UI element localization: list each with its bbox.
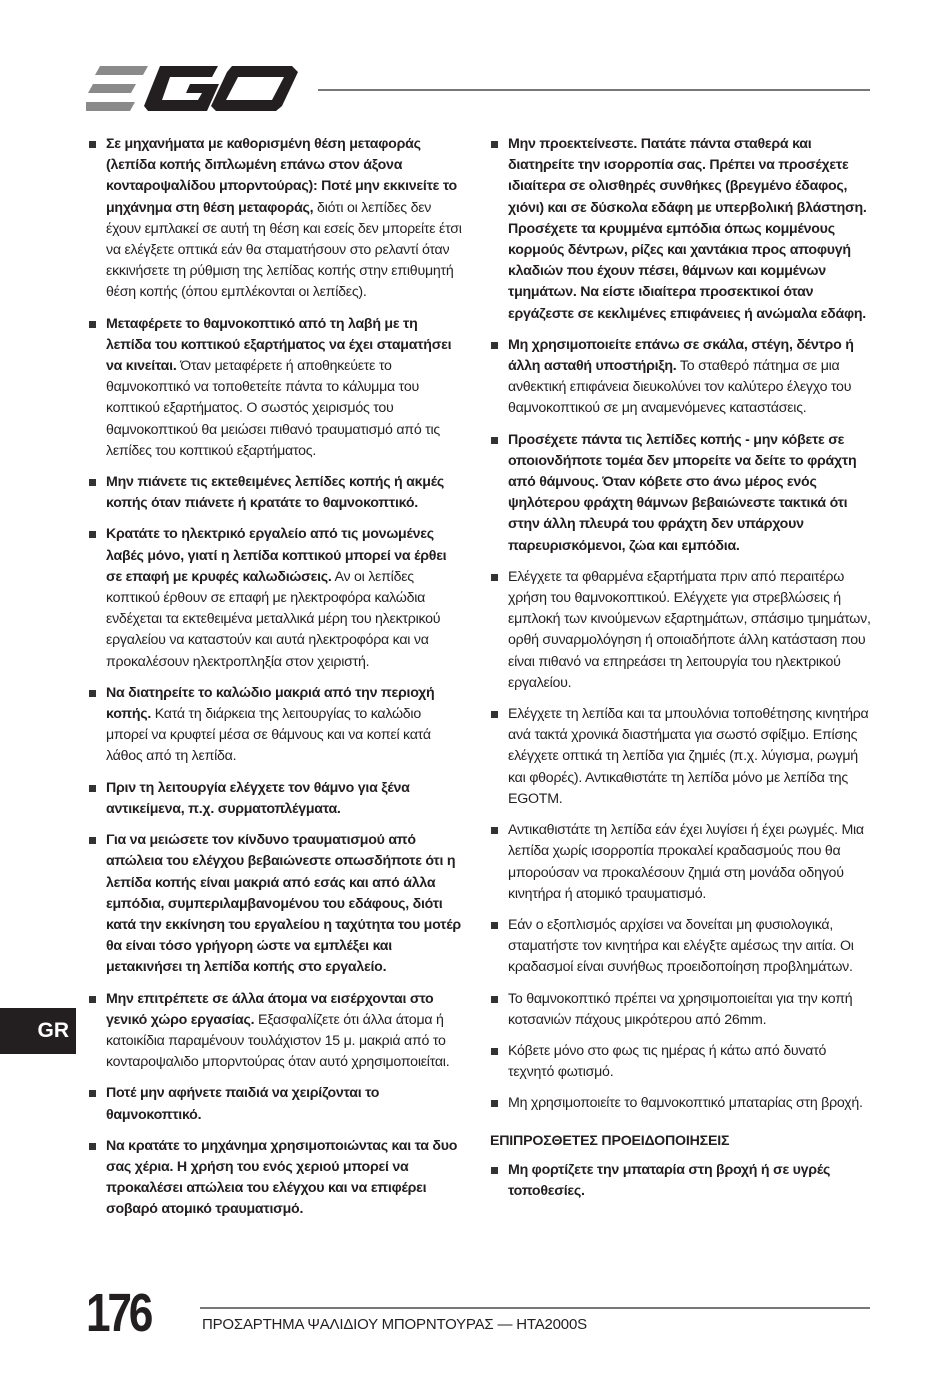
warning-item: Προσέχετε πάντα τις λεπίδες κοπής - μην κόβετε σε οποιονδήποτε τομέα δεν μπορείτε να δείτε το φράχτη από θάμνους. Όταν κόβετε στο άνω μέρος ενός ψηλότερου φράχτη θάμνων βεβαιώνεστε τακτικά ότι στην άλλη πλευρά του φράχτη δεν υπάρχουν παρευρισκόμενοι, ζώα και εμπόδια. [490,430,872,557]
warning-item: Μη χρησιμοποιείτε το θαμνοκοπτικό μπαταρίας στη βροχή. [490,1093,872,1114]
warning-item: Μην επιτρέπετε σε άλλα άτομα να εισέρχονται στο γενικό χώρο εργασίας. Εξασφαλίζετε ότι άλλα άτομα ή κατοικίδια παραμένουν τουλάχιστον 15 μ. μακριά από το κονταροψαλιδο μπορντούρας όταν αυτό χρησιμοποιείται. [88,989,464,1074]
left-column [88,134,464,1231]
right-column [490,134,872,1212]
warning-item: Αντικαθιστάτε τη λεπίδα εάν έχει λυγίσει ή έχει ρωγμές. Μια λεπίδα χωρίς ισορροπία προκαλεί κραδασμούς που θα μπορούσαν να προκαλέσουν ζημιά στη μονάδα οδηγού κινητήρα ή ατομικό τραυματισμό. [490,820,872,905]
warning-item: Πριν τη λειτουργία ελέγχετε τον θάμνο για ξένα αντικείμενα, π.χ. συρματοπλέγματα. [88,778,464,820]
warning-item: Ποτέ μην αφήνετε παιδιά να χειρίζονται το θαμνοκοπτικό. [88,1083,464,1125]
ego-logo [86,66,298,112]
warning-item: Κρατάτε το ηλεκτρικό εργαλείο από τις μονωμένες λαβές μόνο, γιατί η λεπίδα κοπτικού μπορεί να έρθει σε επαφή με κρυφές καλωδιώσεις. Αν οι λεπίδες κοπτικού έρθουν σε επαφή με ηλεκτροφόρα καλώδια ενδέχεται τα εκτεθειμένα μεταλλικά μέρη του ηλεκτρικού εργαλείου να καταστούν και αυτά ηλεκτροφόρα και να προκαλέσουν ηλεκτροπληξία στον χειριστή. [88,524,464,672]
language-tab: GR [0,1008,76,1054]
warning-item: Μεταφέρετε το θαμνοκοπτικό από τη λαβή με τη λεπίδα του κοπτικού εξαρτήματος να έχει σταματήσει να κινείται. Όταν μεταφέρετε ή αποθηκεύετε το θαμνοκοπτικό να τοποθετείτε πάντα το κάλυμμα του κοπτικού εξαρτήματος. Ο σωστός χειρισμός του θαμνοκοπτικού θα μειώσει πιθανό τραυματισμό από τις λεπίδες του κοπτικού εξαρτήματος. [88,314,464,462]
header-rule [318,89,870,91]
warning-item: Μη χρησιμοποιείτε επάνω σε σκάλα, στέγη, δέντρο ή άλλη ασταθή υποστήριξη. Το σταθερό πάτημα σε μια ανθεκτική επιφάνεια διευκολύνει τον καλύτερο έλεγχο του θαμνοκοπτικού σε μη αναμενόμενες καταστάσεις. [490,335,872,420]
section-heading: ΕΠΙΠΡΟΣΘΕΤΕΣ ΠΡΟΕΙΔΟΠΟΙΗΣΕΙΣ [490,1132,730,1149]
warning-item: Σε μηχανήματα με καθορισμένη θέση μεταφοράς (λεπίδα κοπής διπλωμένη επάνω στον άξονα κονταροψαλίδου μπορντούρας): Ποτέ μην εκκινείτε το μηχάνημα στη θέση μεταφοράς, διότι οι λεπίδες δεν έχουν εμπλακεί σε αυτή τη θέση και εσείς δεν μπορείτε έτσι να ελέγξετε οπτικά εάν θα σταματήσουν στο ρελαντί όταν εκκινήσετε τη ρύθμιση της λεπίδας κοπής στην επιθυμητή θέση κοπής (όπου εμπλέκονται οι λεπίδες). [88,134,464,304]
warning-item: Εάν ο εξοπλισμός αρχίσει να δονείται μη φυσιολογικά, σταματήστε τον κινητήρα και ελέγξτε αμέσως την αιτία. Οι κραδασμοί είναι συνήθως προειδοποίηση προβλημάτων. [490,915,872,979]
warning-item: Κόβετε μόνο στο φως τις ημέρας ή κάτω από δυνατό τεχνητό φωτισμό. [490,1041,872,1083]
warning-item: Το θαμνοκοπτικό πρέπει να χρησιμοποιείται για την κοπή κοτσανιών πάχους μικρότερου από 26mm. [490,989,872,1031]
warning-item: Για να μειώσετε τον κίνδυνο τραυματισμού από απώλεια του ελέγχου βεβαιώνεστε οπωσδήποτε ότι η λεπίδα κοπής είναι μακριά από εσάς και από άλλα εμπόδια, συμπεριλαμβανομένου του εδάφους, διότι κατά την εκκίνηση του εργαλείου η ταχύτητα του μοτέρ θα είναι τόσο γρήγορη ώστε να εμπλέξει και μετακινήσει τη λεπίδα κοπής στο εργαλείο. [88,830,464,978]
warning-item: Μην προεκτείνεστε. Πατάτε πάντα σταθερά και διατηρείτε την ισορροπία σας. Πρέπει να προσέχετε ιδιαίτερα σε ολισθηρές συνθήκες (βρεγμένο έδαφος, χιόνι) και σε δύσκολα εδάφη με υπερβολική βλάστηση. Προσέχετε τα κρυμμένα εμπόδια όπως κομμένους κορμούς δέντρων, ρίζες και χαντάκια προς αποφυγή κλαδιών που έχουν πέσει, θάμνων και κομμένων τμημάτων. Να είστε ιδιαίτερα προσεκτικοί όταν εργάζεστε σε κεκλιμένες επιφάνειες ή ανώμαλα εδάφη. [490,134,872,325]
warning-item: Ελέγχετε τη λεπίδα και τα μπουλόνια τοποθέτησης κινητήρα ανά τακτά χρονικά διαστήματα για σωστό σφίξιμο. Επίσης ελέγχετε οπτικά τη λεπίδα για ζημιές (π.χ. λύγισμα, ρωγμή και φθορές). Αντικαθιστάτε τη λεπίδα μόνο με λεπίδα της EGOTM. [490,704,872,810]
footer-title: ΠΡΟΣΑΡΤΗΜΑ ΨΑΛΙΔΙΟΥ ΜΠΟΡΝΤΟΥΡΑΣ — HTA2000S [202,1316,587,1333]
warning-item: Μη φορτίζετε την μπαταρία στη βροχή ή σε υγρές τοποθεσίες. [490,1160,872,1202]
warning-item: Ελέγχετε τα φθαρμένα εξαρτήματα πριν από περαιτέρω χρήση του θαμνοκοπτικού. Ελέγχετε για στρεβλώσεις ή εμπλοκή των κινούμενων εξαρτημάτων, σπάσιμο τμημάτων, ορθή συναρμολόγηση ή οποιαδήποτε άλλη κατάσταση που είναι πιθανό να επηρεάσει τη λειτουργία του ηλεκτρικού εργαλείου. [490,567,872,694]
page-number: 176 [86,1283,151,1343]
warning-item: Να διατηρείτε το καλώδιο μακριά από την περιοχή κοπής. Κατά τη διάρκεια της λειτουργίας το καλώδιο μπορεί να κρυφτεί μέσα σε θάμνους και να κοπεί κατά λάθος από τη λεπίδα. [88,683,464,768]
footer-rule [200,1307,870,1309]
warning-item: Μην πιάνετε τις εκτεθειμένες λεπίδες κοπής ή ακμές κοπής όταν πιάνετε ή κρατάτε το θαμνοκοπτικό. [88,472,464,514]
warning-item: Να κρατάτε το μηχάνημα χρησιμοποιώντας και τα δυο σας χέρια. Η χρήση του ενός χεριού μπορεί να προκαλέσει απώλεια του ελέγχου και να επιφέρει σοβαρό ατομικό τραυματισμό. [88,1136,464,1221]
